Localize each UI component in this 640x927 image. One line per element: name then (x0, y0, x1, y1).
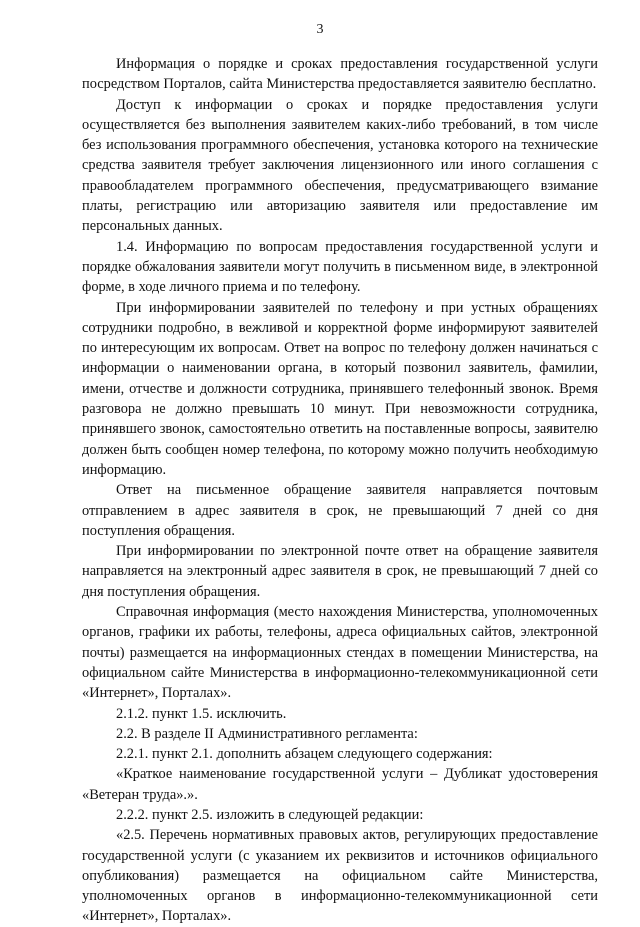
page-number: 3 (316, 22, 324, 37)
paragraph: При информировании заявителей по телефону и при устных обращениях сотрудники подробно, в вежливой и корректной форме информируют заявителей по интересующим их вопросам. Ответ на вопрос по телефону должен начинаться с информации о наименовании органа, в который позвонил заявитель, фамилии, имени, отчестве и должности сотрудника, принявшего телефонный звонок. Время разговора не должно превышать 10 минут. При невозможности сотрудника, принявшего звонок, самостоятельно ответить на поставленные вопросы, заявителю должен быть сообщен номер телефона, по которому можно получить необходимую информацию. (82, 299, 598, 478)
paragraph: 2.1.2. пункт 1.5. исключить. (116, 705, 287, 722)
paragraph: 2.2. В разделе II Административного регламента: (116, 725, 418, 742)
paragraph: Доступ к информации о сроках и порядке предоставления услуги осуществляется без выполнения заявителем каких-либо требований, в том числе без использования программного обеспечения, установка которого на технические средства заявителя требует заключения лицензионного или иного соглашения с правообладателем программного обеспечения, предусматривающего взимание платы, регистрацию или авторизацию заявителя или предоставление им персональных данных. (82, 96, 598, 235)
paragraph: 1.4. Информацию по вопросам предоставления государственной услуги и порядке обжалования заявители могут получить в письменном виде, в электронной форме, в ходе личного приема и по телефону. (82, 238, 598, 296)
document-body (82, 54, 598, 927)
paragraph: «Краткое наименование государственной услуги – Дубликат удостоверения «Ветеран труда».». (82, 766, 598, 803)
paragraph: 2.2.1. пункт 2.1. дополнить абзацем следующего содержания: (116, 746, 493, 763)
paragraph: 2.2.2. пункт 2.5. изложить в следующей редакции: (116, 806, 424, 823)
paragraph: Информация о порядке и сроках предоставления государственной услуги посредством Порталов, сайта Министерства предоставляется заявителю бесплатно. (82, 56, 598, 93)
paragraph: «2.5. Перечень нормативных правовых актов, регулирующих предоставление государственной услуги (с указанием их реквизитов и источников официального опубликования) размещается на официальном сайте Министерства, уполномоченных органов в информационно-телекоммуникационной сети «Интернет», Порталах». (82, 827, 598, 925)
paragraph: Справочная информация (место нахождения Министерства, уполномоченных органов, графики их работы, телефоны, адреса официальных сайтов, электронной почты) размещается на информационных стендах в помещении Министерства, на официальном сайте Министерства в информационно-телекоммуникационной сети «Интернет», Порталах». (82, 604, 598, 702)
paragraph: Ответ на письменное обращение заявителя направляется почтовым отправлением в адрес заявителя в срок, не превышающий 7 дней со дня поступления обращения. (82, 482, 598, 539)
paragraph: При информировании по электронной почте ответ на обращение заявителя направляется на электронный адрес заявителя в срок, не превышающий 7 дней со дня поступления обращения. (82, 543, 598, 600)
